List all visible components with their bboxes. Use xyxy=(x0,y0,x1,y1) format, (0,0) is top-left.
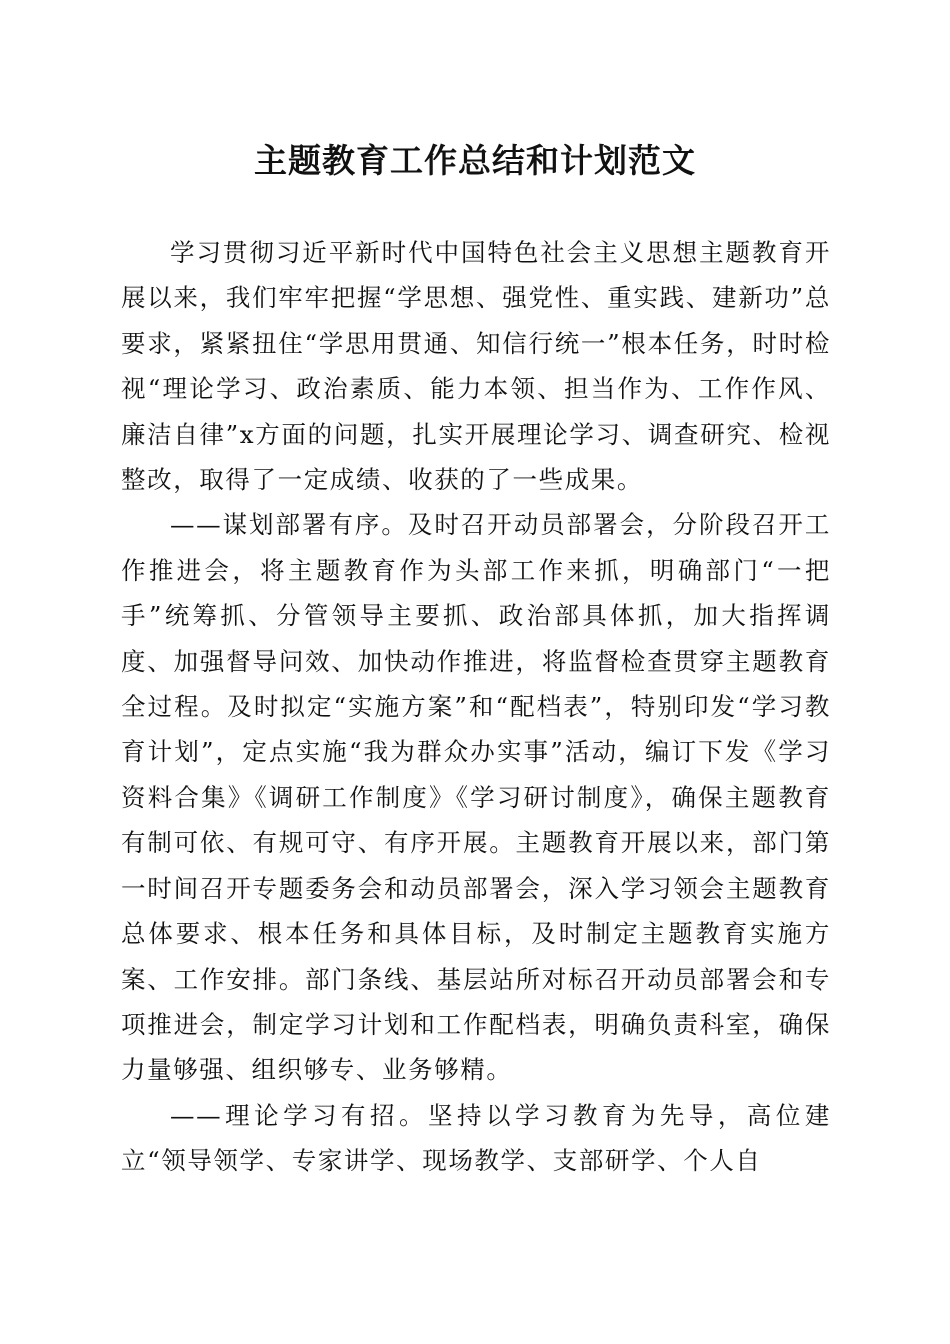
paragraph-intro: 学习贯彻习近平新时代中国特色社会主义思想主题教育开展以来，我们牢牢把握“学思想、强党性、重实践、建新功”总要求，紧紧扭住“学思用贯通、知信行统一”根本任务，时时检视“理论学习、政治素质、能力本领、担当作为、工作作风、廉洁自律”x方面的问题，扎实开展理论学习、调查研究、检视整改，取得了一定成绩、收获的了一些成果。 xyxy=(121,238,831,495)
paragraph-planning: ——谋划部署有序。及时召开动员部署会，分阶段召开工作推进会，将主题教育作为头部工作来抓，明确部门“一把手”统筹抓、分管领导主要抓、政治部具体抓，加大指挥调度、加强督导问效、加快动作推进，将监督检查贯穿主题教育全过程。及时拟定“实施方案”和“配档表”，特别印发“学习教育计划”，定点实施“我为群众办实事”活动，编订下发《学习资料合集》《调研工作制度》《学习研讨制度》，确保主题教育有制可依、有规可守、有序开展。主题教育开展以来，部门第一时间召开专题委务会和动员部署会，深入学习领会主题教育总体要求、根本任务和具体目标，及时制定主题教育实施方案、工作安排。部门条线、基层站所对标召开动员部署会和专项推进会，制定学习计划和工作配档表，明确负责科室，确保力量够强、组织够专、业务够精。 xyxy=(121,510,831,1085)
document-title: 主题教育工作总结和计划范文 xyxy=(254,141,696,180)
paragraph-theory-study: ——理论学习有招。坚持以学习教育为先导，高位建立“领导领学、专家讲学、现场教学、支部研学、个人自 xyxy=(121,1100,831,1176)
document-body xyxy=(121,230,831,1184)
